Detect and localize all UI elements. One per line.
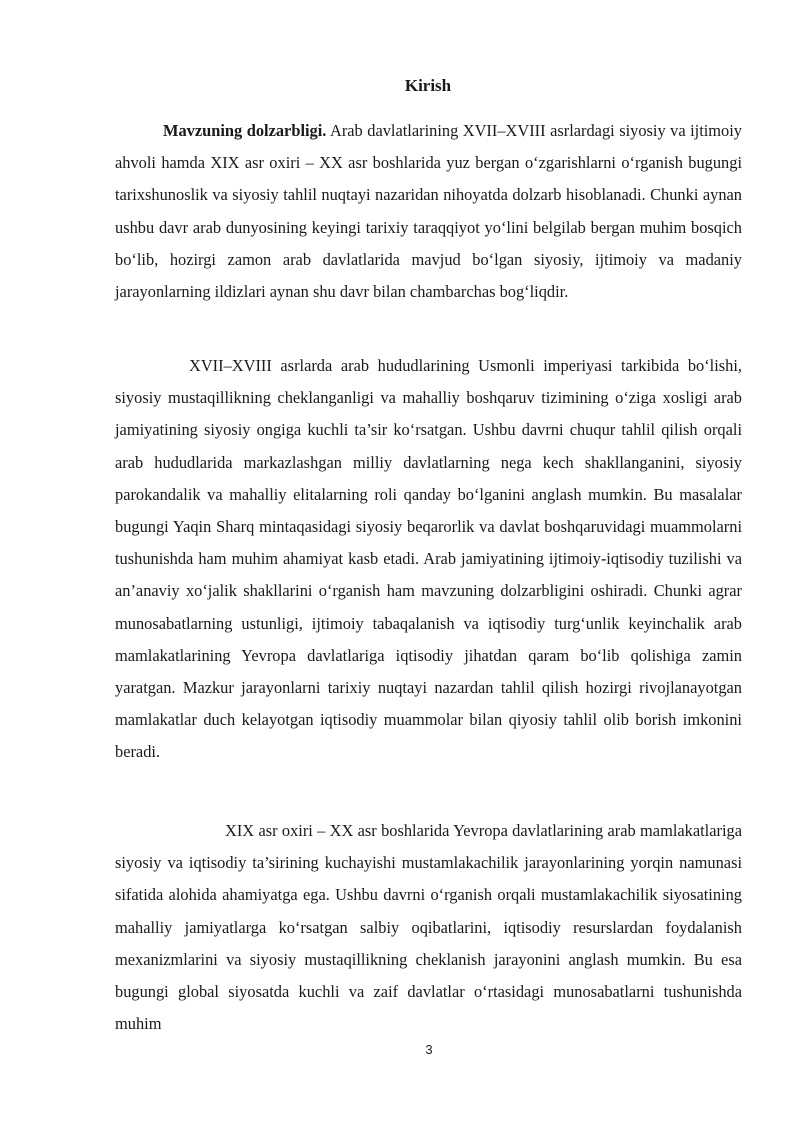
paragraph-text: Arab davlatlarining XVII–XVIII asrlardagi siyosiy va ijtimoiy ahvoli hamda XIX asr oxiri – XX asr boshlarida yuz bergan o‘zgarishlarni o‘rganish bugungi tarixshunoslik va siyosiy tahlil nuqtayi nazaridan nihoyatda dolzarb hisoblanadi. Chunki aynan ushbu davr arab dunyosining keyingi tarixiy taraqqiyot yo‘lini belgilab bergan muhim bosqich bo‘lib, hozirgi zamon arab davlatlarida mavjud bo‘lgan siyosiy, ijtimoiy va madaniy jarayonlarning ildizlari aynan shu davr bilan chambarchas bog‘liqdir.	[115, 121, 742, 302]
paragraph-lead: Mavzuning dolzarbligi.	[163, 121, 327, 140]
paragraph-colonial-period: XIX asr oxiri – XX asr boshlarida Yevropa davlatlarining arab mamlakatlariga siyosiy va iqtisodiy ta’sirining kuchayishi mustamlakachilik jarayonlarining yorqin namunasi sifatida alohida ahamiyatga ega. Ushbu davrni o‘rganish orqali mustamlakachilik siyosatining mahalliy jamiyatlarga ko‘rsatgan salbiy oqibatlarini, iqtisodiy resurslardan foydalanish mexanizmlarini va siyosiy mustaqillikning cheklanish jarayonini anglash mumkin. Bu esa bugungi global siyosatda kuchli va zaif davlatlar o‘rtasidagi munosabatlarni tushunishda muhim	[115, 821, 742, 1034]
paragraph-ottoman-period: XVII–XVIII asrlarda arab hududlarining Usmonli imperiyasi tarkibida bo‘lishi, siyosiy mustaqillikning cheklanganligi va mahalliy boshqaruv tizimining o‘ziga xosligi arab jamiyatining siyosiy ongiga kuchli ta’sir ko‘rsatgan. Ushbu davrni chuqur tahlil qilish orqali arab hududlarida markazlashgan milliy davlatlarning nega kech shakllanganini, siyosiy parokandalik va mahalliy elitalarning roli qanday bo‘lganini anglash mumkin. Bu masalalar bugungi Yaqin Sharq mintaqasidagi siyosiy beqarorlik va davlat boshqaruvidagi muammolarni tushunishda ham muhim ahamiyat kasb etadi. Arab jamiyatining ijtimoiy-iqtisodiy tuzilishi va an’anaviy xo‘jalik shakllarini o‘rganish ham mavzuning dolzarbligini oshiradi. Chunki agrar munosabatlarning ustunligi, ijtimoiy tabaqalanish va iqtisodiy turg‘unlik keyinchalik arab mamlakatlarining Yevropa davlatlariga iqtisodiy jihatdan qaram bo‘lib qolishiga zamin yaratgan. Mazkur jarayonlarni tarixiy nuqtayi nazardan tahlil qilish hozirgi rivojlanayotgan mamlakatlar duch kelayotgan iqtisodiy muammolar bilan qiyosiy tahlil olib borish imkonini beradi.	[115, 356, 742, 762]
section-heading: Kirish	[404, 76, 452, 95]
page-number: 3	[425, 1042, 433, 1057]
paragraph-relevance	[115, 115, 742, 308]
